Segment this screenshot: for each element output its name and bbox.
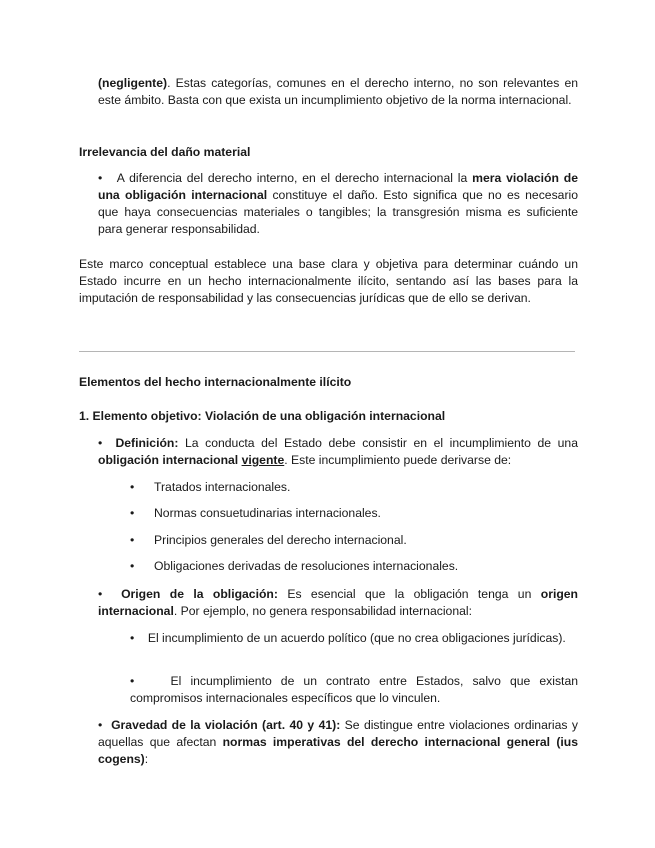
- intro-paragraph: [98, 75, 578, 109]
- bullet-marker: •: [98, 718, 103, 732]
- origen-bullet: [98, 586, 578, 620]
- gravedad-text2: :: [144, 752, 149, 766]
- gravedad-bullet: [98, 717, 578, 768]
- bullet-marker: •: [130, 480, 135, 494]
- definicion-label: Definición:: [115, 436, 179, 450]
- irrelevancia-bold: mera violación de una obligación internacional: [98, 171, 578, 202]
- irrelevancia-heading: Irrelevancia del daño material: [79, 145, 251, 159]
- elementos-heading: Elementos del hecho internacionalmente ilícito: [79, 375, 352, 389]
- list-item-text: Obligaciones derivadas de resoluciones internacionales.: [154, 559, 459, 573]
- irrelevancia-pre: A diferencia del derecho interno, en el derecho internacional la: [116, 171, 473, 185]
- list-item-text: El incumplimiento de un contrato entre Estados, salvo que existan compromisos internacionales específicos que lo vinculen.: [130, 674, 578, 705]
- gravedad-label: Gravedad de la violación (art. 40 y 41):: [111, 718, 341, 732]
- bullet-marker: •: [130, 559, 135, 573]
- bullet-marker: •: [130, 533, 135, 547]
- irrelevancia-post: constituye el daño. Esto significa que no es necesario que haya consecuencias materiales o tangibles; la transgresión misma es suficiente para generar responsabilidad.: [98, 188, 578, 236]
- bullet-marker: •: [98, 171, 103, 185]
- origen-label: Origen de la obligación:: [121, 587, 278, 601]
- intro-text: . Estas categorías, comunes en el derecho interno, no son relevantes en este ámbito. Basta con que exista un incumplimiento objetivo de la norma internacional.: [98, 76, 578, 107]
- list-item: [130, 630, 578, 647]
- definicion-underlined: vigente: [241, 453, 285, 467]
- horizontal-divider: [79, 351, 575, 352]
- conclusion-paragraph: Este marco conceptual establece una base clara y objetiva para determinar cuándo un Estado incurre en un hecho internacionalmente ilícito, sentando así las bases para la imputación de responsabilidad y las consecuencias jurídicas que de ello se derivan.: [79, 257, 578, 305]
- definicion-bold: obligación internacional: [98, 453, 242, 467]
- elemento-objetivo-heading: 1. Elemento objetivo: Violación de una obligación internacional: [79, 409, 446, 423]
- bullet-marker: •: [130, 506, 135, 520]
- list-item: [130, 558, 458, 575]
- bullet-marker: •: [98, 587, 103, 601]
- list-item-text: El incumplimiento de un acuerdo político (que no crea obligaciones jurídicas).: [147, 631, 566, 645]
- list-item: [130, 505, 381, 522]
- gravedad-bold: normas imperativas del derecho internacional general (ius cogens): [98, 735, 578, 766]
- list-item-text: Principios generales del derecho internacional.: [154, 533, 407, 547]
- definicion-text2: . Este incumplimiento puede derivarse de:: [284, 453, 512, 467]
- list-item: [130, 532, 407, 549]
- origen-bold: origen internacional: [98, 587, 578, 618]
- definicion-text1: La conducta del Estado debe consistir en el incumplimiento de una: [178, 436, 578, 450]
- list-item-text: Normas consuetudinarias internacionales.: [154, 506, 381, 520]
- list-item: [130, 673, 578, 707]
- origen-text1: Es esencial que la obligación tenga un: [277, 587, 541, 601]
- gravedad-text1: Se distingue entre violaciones ordinarias y aquellas que afectan: [98, 718, 578, 749]
- irrelevancia-bullet: [98, 170, 578, 238]
- list-item-text: Tratados internacionales.: [154, 480, 291, 494]
- bullet-marker: •: [130, 674, 135, 688]
- origen-text2: . Por ejemplo, no genera responsabilidad internacional:: [173, 604, 472, 618]
- bullet-marker: •: [98, 436, 103, 450]
- intro-bold: (negligente): [98, 76, 168, 90]
- definicion-bullet: [98, 435, 578, 469]
- list-item: [130, 479, 290, 496]
- bullet-marker: •: [130, 631, 135, 645]
